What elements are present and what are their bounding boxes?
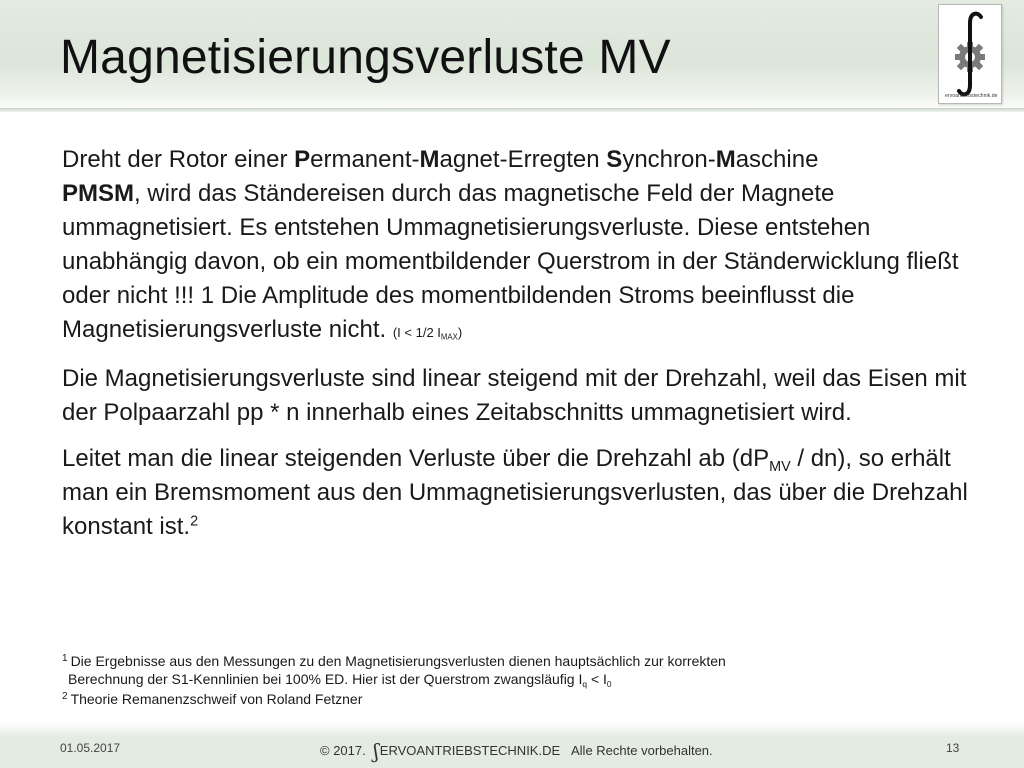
footnote-number: 1: [62, 653, 68, 664]
text-run: ermanent-: [310, 146, 420, 173]
bold-acronym: PMSM: [62, 180, 134, 207]
bold-initial: M: [715, 146, 736, 173]
paragraph-1: [62, 143, 972, 350]
bold-initial: M: [419, 146, 440, 173]
text-run: aschine: [735, 146, 819, 173]
footnote-2: [62, 688, 962, 708]
text-run: ): [457, 325, 463, 340]
footnote-1-continued: [62, 670, 962, 688]
paragraph-3: [62, 442, 972, 544]
footer-date: 01.05.2017: [60, 741, 121, 755]
footnotes: [62, 650, 962, 708]
footnote-reference: 1: [200, 282, 215, 309]
footnote-number: 2: [62, 691, 68, 702]
footer-copyright: [320, 739, 713, 763]
copyright-text: © 2017.: [320, 743, 366, 758]
bold-initial: S: [606, 146, 623, 173]
text-run: (I < 1/2 I: [392, 325, 441, 340]
integral-gear-logo-icon: [939, 5, 1001, 103]
page-number: 13: [946, 741, 960, 755]
footer-divider: [0, 722, 1024, 736]
subscript: 0: [606, 678, 612, 689]
brand-text: ERVOANTRIEBSTECHNIK.DE: [379, 743, 561, 758]
text-run: Dreht der Rotor einer: [62, 146, 295, 173]
subscript: q: [582, 678, 588, 689]
subscript: MAX: [440, 332, 458, 342]
text-run: Berechnung der S1-Kennlinien bei 100% ED. Hier ist der Querstrom zwangsläufig I: [68, 671, 583, 687]
text-run: , wird das Ständereisen durch das magnetische Feld der Magnete ummagnetisiert. Es entstehen Ummagnetisierungsverluste. Diese entstehen unabhängig davon, ob ein momentbildender Querstrom in der Ständerwicklung fließt oder nicht !!!: [62, 180, 959, 309]
slide-body: [62, 143, 972, 556]
logo-text: ervoantriebstechnik.de: [945, 93, 998, 99]
text-run: Leitet man die linear steigenden Verluste über die Drehzahl ab (dP: [62, 445, 770, 472]
paragraph-2: Die Magnetisierungsverluste sind linear steigend mit der Drehzahl, weil das Eisen mit der Polpaarzahl pp * n innerhalb eines Zeitabschnitts ummagnetisiert wird.: [62, 365, 967, 426]
text-run: < I: [587, 671, 607, 687]
text-run: Die Ergebnisse aus den Messungen zu den Magnetisierungsverlusten dienen hauptsächlich zur korrekten: [70, 653, 726, 669]
current-condition: [393, 325, 462, 340]
header-divider: [0, 108, 1024, 112]
subscript: MV: [769, 459, 791, 476]
text-run: ynchron-: [622, 146, 716, 173]
bold-initial: P: [294, 146, 311, 173]
footnote-reference: 2: [190, 513, 199, 530]
integral-icon: ʃ: [373, 739, 379, 763]
text-run: Die Amplitude des momentbildenden Stroms beeinflusst die Magnetisierungsverluste nicht.: [62, 282, 855, 343]
text-run: / dn), so erhält man ein Bremsmoment aus den Ummagnetisierungsverlusten, das über die Drehzahl konstant ist.: [62, 445, 968, 540]
footnote-1: [62, 650, 962, 670]
text-run: Theorie Remanenzschweif von Roland Fetzner: [70, 691, 363, 707]
rights-text: Alle Rechte vorbehalten.: [571, 743, 713, 758]
slide-title: Magnetisierungsverluste MV: [60, 31, 671, 84]
logo: [938, 4, 1002, 104]
text-run: agnet-Erregten: [439, 146, 607, 173]
